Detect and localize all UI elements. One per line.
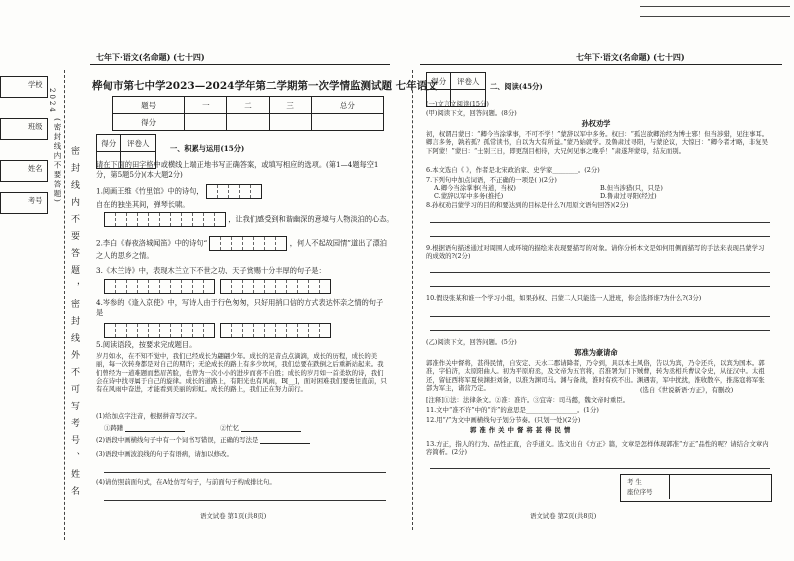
q3-grid-1[interactable] xyxy=(104,279,215,294)
q5-sub1-b xyxy=(220,424,301,432)
q2-text-b: ，何人不起故园情”道出了漂泊之人的思乡之情。 xyxy=(96,238,387,260)
seat-divider xyxy=(669,475,670,499)
q6: 6.本文选自《 》，作者是北宋政治家、史学家________。(2分) xyxy=(426,166,600,174)
part-a-1: (甲)阅读下文，回答问题。(8分) xyxy=(426,109,517,117)
section1-title: 一、积累与运用(15分) xyxy=(170,144,245,153)
q1-row2 xyxy=(104,212,394,227)
part-b-title: 郭准为豪请命 xyxy=(574,348,618,357)
score-cell-2[interactable] xyxy=(227,114,269,131)
q5-sub4: (4)请仿照前面句式，在A处仿写句子，与前面句子构成排比句。 xyxy=(96,478,276,486)
q1-grid-2[interactable] xyxy=(104,212,226,227)
grader2-label: 评卷人 xyxy=(451,73,486,90)
score-cell-1[interactable] xyxy=(185,114,227,131)
q10: 10.假设张某和谁一个学习小组，如果孙权、吕蒙二人只能选一人进班，你会选择谁?为什么?(3分) xyxy=(426,294,702,302)
id-label: 考号 xyxy=(28,196,43,205)
grader-score-label: 得分 xyxy=(97,135,121,152)
q1 xyxy=(96,184,388,199)
q13-line-1[interactable] xyxy=(430,468,770,469)
part-a-text: 初，权谓吕蒙曰：“卿今当涂掌事，不可不学！”蒙辞以军中多务。权曰：“孤岂欲卿治经为博士邪！但当涉猎，见往事耳。卿言多务，孰若孤？孤常读书，自以为大有所益。”蒙乃始就学。及鲁肃过寻阳，与蒙论议，大惊曰：“卿今者才略，非复吴下阿蒙！”蒙曰：“士别三日，即更刮目相待，大兄何见事之晚乎！”肃遂拜蒙母，结友而别。 xyxy=(426,130,769,155)
header-left-rule xyxy=(90,64,390,65)
seal-notice: (密封线内不要答题) xyxy=(53,118,62,204)
q5-sub1: (1)给加点字注音，根据拼音写汉字。 xyxy=(96,412,201,420)
q1-text-a: 1.阅画王维《竹里馆》中的诗句， xyxy=(96,186,204,196)
header-right-rule xyxy=(420,64,782,65)
name-label: 姓名 xyxy=(28,164,43,173)
part-b: (乙)阅读下文，回答问题。(5分) xyxy=(426,338,517,346)
q5-sub1-a-label: ①踌躇 xyxy=(104,424,124,432)
q4-grid-1[interactable] xyxy=(104,323,215,338)
seat-label-2: 座位序号 xyxy=(627,488,653,496)
q5-sub1-b-label: ②忙忆 xyxy=(220,424,240,432)
score-table xyxy=(112,96,384,131)
seat-box xyxy=(620,474,772,502)
q7-d: D.鲁肃过寻阳(经过) xyxy=(600,192,657,200)
score-row-label: 得分 xyxy=(113,114,185,131)
top-rule-2 xyxy=(640,16,790,17)
q9-line-1[interactable] xyxy=(430,272,770,273)
q9-line-2[interactable] xyxy=(430,286,770,287)
school-label: 学校 xyxy=(28,80,43,89)
q7-a: A.卿今当涂掌事(当道，当权) xyxy=(434,184,516,192)
center-divider xyxy=(412,70,413,530)
q5-sub1-a xyxy=(104,424,185,432)
score-head-0: 题号 xyxy=(113,97,185,114)
q7-c: C.蒙辞以军中多务(推托) xyxy=(434,192,504,200)
score-head-3: 三 xyxy=(269,97,311,114)
q10-line-1[interactable] xyxy=(430,316,770,317)
score-cell-total[interactable] xyxy=(311,114,383,131)
part-a-title: 孙权劝学 xyxy=(581,119,611,128)
q3-grid-2[interactable] xyxy=(220,279,331,294)
q12: 12.用“/”为文中画横线句子划分节奏。(只划一处)(2分) xyxy=(426,416,581,424)
q13: 13.方正，指人的行为、品性正直，合乎道义。选文出自《方正》篇，文章是怎样体现郭准“方正”品性的呢？请结合文章内容简析。(2分) xyxy=(426,440,769,457)
q2-grid[interactable] xyxy=(209,236,287,251)
q8: 8.孙权劝吕蒙学习的目的和要达到的目标是什么?(用原文语句回答)(2分) xyxy=(426,201,629,209)
q11: 11.文中“准不许”中的“许”的意思是________________。(1分) xyxy=(426,406,599,414)
binding-strip xyxy=(0,0,79,561)
q2 xyxy=(96,236,388,261)
q9: 9.根据语句描述通过对周围人或环境的描绘来表现要描写的对象。请你分析本文是如何用侧面描写的手法来表现吕蒙学习的成效的?(2分) xyxy=(426,244,765,261)
q1-text-c: ，让我们感受到和谐幽深的意境与人物淡泊的心态。 xyxy=(228,214,394,224)
q5: 5.阅读语段，按要求完成题目。 xyxy=(96,340,197,349)
part-b-source: (选自《世说新语·方正》，有删改) xyxy=(640,386,734,394)
part-a: (一)文言文阅读(15分) xyxy=(426,100,489,108)
seal-line xyxy=(64,70,65,540)
q3-answer[interactable] xyxy=(104,276,331,295)
top-rule xyxy=(640,6,790,7)
section1-intro: 请在下面的田字格中或横线上端正地书写正确答案，或填写相应的选项。(第1—4题每空1分，第5题5分)(本大题2分) xyxy=(96,160,379,179)
q5-sub2-blank[interactable] xyxy=(260,443,310,444)
q7-b: B.但当涉猎(只，只是) xyxy=(600,184,663,192)
q10-line-2[interactable] xyxy=(430,330,770,331)
score-cell-3[interactable] xyxy=(269,114,311,131)
q1b: 自在的独坐其间，弹琴长啸。 xyxy=(96,200,190,209)
q5-sub3: (3)语段中画波浪线的句子有语病，请加以修改。 xyxy=(96,450,233,458)
header-right: 七年下·语文(名命题) (七十四) xyxy=(576,52,685,62)
footer-left: 语文试卷 第1页(共8页) xyxy=(200,512,267,520)
q1-grid-1[interactable] xyxy=(206,184,262,199)
score-head-1: 一 xyxy=(185,97,227,114)
q5-sub1-a-blank[interactable] xyxy=(125,431,185,432)
q8-line-1[interactable] xyxy=(430,222,770,223)
footer-right: 语文试卷 第2页(共8页) xyxy=(530,512,597,520)
q4-answer[interactable] xyxy=(104,320,331,339)
q8-line-2[interactable] xyxy=(430,236,770,237)
score-head-2: 二 xyxy=(227,97,269,114)
q7: 7.下列句中加点词语，不正确的一项是( )(2分) xyxy=(426,176,557,184)
seat-label-1: 考 生 xyxy=(627,478,642,486)
section2-title: 二、阅读(45分) xyxy=(490,82,543,91)
q5-sub3-line[interactable] xyxy=(104,472,386,473)
score-head-4: 总分 xyxy=(311,97,383,114)
header-left: 七年下·语文(名命题) (七十四) xyxy=(96,52,205,62)
part-b-text: 郭准作关中督将，甚得民情，自安定、天水二郡请降者，乃令到，具以本土风俗，告以为宾，乃令还兵，以宾为国本。郭准，字伯济，太原阳曲人。初为平原府丞，及文帝为五官将，召淮署为门下贼曹，转为丞相兵曹议令史，从征汉中。太祖还，留征西将军夏侯渊拒刘备，以淮为渊司马。渊与备战，淮时有疾不出。渊遇害，军中扰扰，淮收散卒，推荡寇将军张郃为军主，诸营乃定。 xyxy=(426,359,765,392)
q5-sub2 xyxy=(96,436,310,444)
q3: 3.《木兰诗》中，表现木兰立下不世之功、天子赏赐十分丰厚的句子是： xyxy=(96,266,326,275)
q5-sub1-b-blank[interactable] xyxy=(241,431,301,432)
seat-input[interactable] xyxy=(671,475,769,499)
part-b-note: [注释]①法：法律条文。②准：准许。③宜寄：司马懿，魏文帝时重臣。 xyxy=(426,396,630,404)
page-title: 桦甸市第七中学2023—2024学年第二学期第一次学情监测试题 七年语文 xyxy=(92,80,438,92)
q4: 4.岑参的《逢入京使》中，写诗人由于行色匆匆，只好用捎口信的方式表达怀亲之情的句子是 xyxy=(96,298,384,317)
seal-text: 密封线内不要答题，密封线外不可写考号、姓名 xyxy=(69,146,79,503)
class-label: 班级 xyxy=(28,122,43,131)
grader-label: 评卷人 xyxy=(121,135,156,152)
q2-text-a: 2.李白《春夜洛城闻笛》中的诗句“ xyxy=(96,238,208,248)
q5-sub4-line[interactable] xyxy=(104,500,386,501)
q12-sentence[interactable]: 郭准作关中督将甚得民情 xyxy=(470,426,574,434)
q5-sub2-label: (2)语段中画横线句子中有一个词书写错误，正确的写法是 xyxy=(96,436,259,444)
q4-grid-2[interactable] xyxy=(220,323,331,338)
grader2-score-label: 得分 xyxy=(427,73,451,90)
q5-passage: 岁月如水，在不知不觉中，我们已经成长为翩翩少年。成长的足音点点滴滴，成长的历程，成长的美丽，每一次转身都是对自己的期许；无论成长的路上有多少坎坷，我们总要在跌倒之后重新站起来。我们曾经为一道难题而愁眉苦脸，也曾为一次小小的进步而喜不自胜；成长的岁月如一首柔软的诗，我们会在诗中找寻属于自己的旋律。成长的道路上，有阳光也有风雨，B[__]，面对困难我们要勇往直前，只有在风雨中奋进，才能看到美丽的彩虹。成长的路上，我们正在努力前行。 xyxy=(96,352,387,394)
year-vertical: 2024 xyxy=(48,88,56,114)
